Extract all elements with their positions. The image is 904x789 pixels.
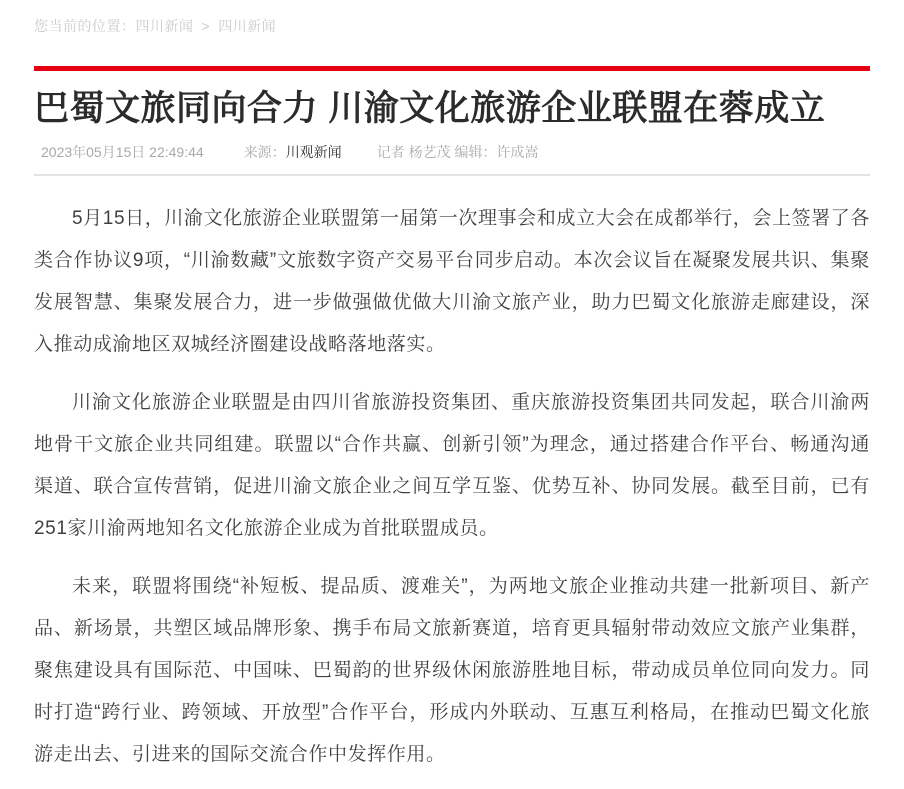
- breadcrumb: [34, 0, 870, 35]
- article-meta: [34, 143, 870, 176]
- breadcrumb-link-sichuan-news[interactable]: 四川新闻: [135, 18, 194, 34]
- breadcrumb-separator: >: [201, 18, 211, 34]
- source-link[interactable]: 川观新闻: [285, 144, 342, 160]
- article-body: [34, 198, 870, 776]
- source-label: 来源：: [243, 144, 286, 160]
- source-field: [244, 144, 342, 160]
- breadcrumb-label: 您当前的位置：: [34, 18, 136, 34]
- paragraph-1: 5月15日，川渝文化旅游企业联盟第一届第一次理事会和成立大会在成都举行，会上签署了各类合作协议9项，“川渝数藏”文旅数字资产交易平台同步启动。本次会议旨在凝聚发展共识、集聚发展智慧、集聚发展合力，进一步做强做优做大川渝文旅产业，助力巴蜀文化旅游走廊建设，深入推动成渝地区双城经济圈建设战略落地落实。: [34, 208, 870, 355]
- red-accent-rule: [34, 66, 870, 71]
- byline: 记者 杨艺茂 编辑：许成嵩: [376, 144, 539, 160]
- publish-datetime: 2023年05月15日 22:49:44: [41, 144, 204, 160]
- paragraph-3: 未来，联盟将围绕“补短板、提品质、渡难关”，为两地文旅企业推动共建一批新项目、新产品、新场景，共塑区域品牌形象、携手布局文旅新赛道，培育更具辐射带动效应文旅产业集群，聚焦建设具有国际范、中国味、巴蜀韵的世界级休闲旅游胜地目标，带动成员单位同向发力。同时打造“跨行业、跨领域、开放型”合作平台，形成内外联动、互惠互利格局，在推动巴蜀文化旅游走出去、引进来的国际交流合作中发挥作用。: [34, 576, 870, 765]
- breadcrumb-link-sichuan-news-sub[interactable]: 四川新闻: [218, 18, 277, 34]
- paragraph-2: 川渝文化旅游企业联盟是由四川省旅游投资集团、重庆旅游投资集团共同发起，联合川渝两地骨干文旅企业共同组建。联盟以“合作共赢、创新引领”为理念，通过搭建合作平台、畅通沟通渠道、联合宣传营销，促进川渝文旅企业之间互学互鉴、优势互补、协同发展。截至目前，已有251家川渝两地知名文化旅游企业成为首批联盟成员。: [34, 392, 870, 539]
- article-title: 巴蜀文旅同向合力 川渝文化旅游企业联盟在蓉成立: [34, 89, 826, 128]
